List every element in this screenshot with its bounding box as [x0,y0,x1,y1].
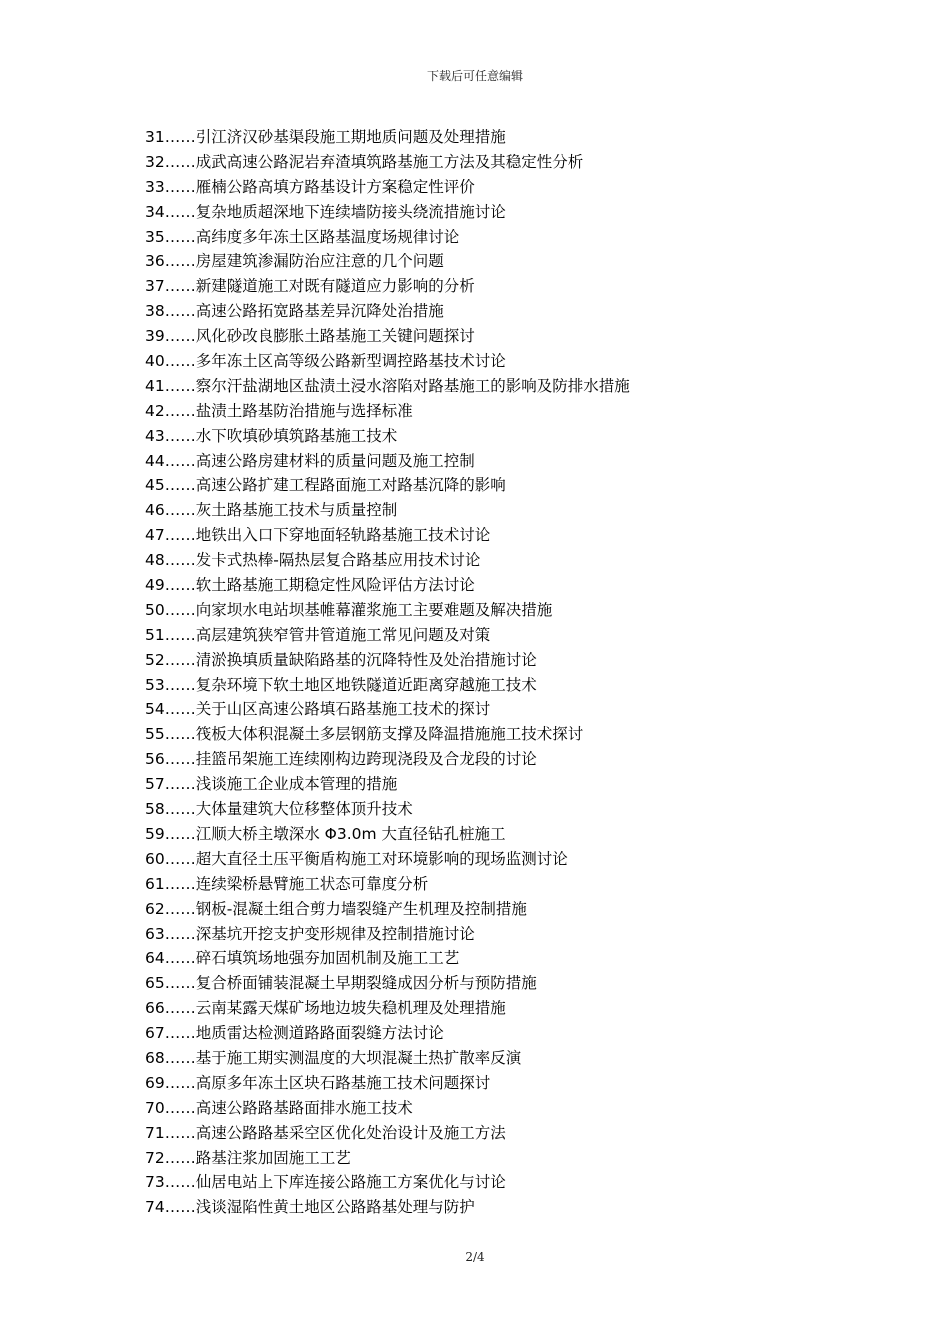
toc-item: 45……高速公路扩建工程路面施工对路基沉降的影响 [145,476,506,495]
toc-item: 43……水下吹填砂填筑路基施工技术 [145,426,398,445]
toc-list [145,125,865,1220]
toc-item: 73……仙居电站上下库连接公路施工方案优化与讨论 [145,1173,506,1192]
toc-item: 62……钢板-混凝土组合剪力墙裂缝产生机理及控制措施 [145,899,527,918]
toc-item: 60……超大直径土压平衡盾构施工对环境影响的现场监测讨论 [145,849,568,868]
toc-item: 31……引江济汉砂基渠段施工期地质问题及处理措施 [145,128,506,146]
toc-item: 59……江顺大桥主墩深水 Φ3.0m 大直径钻孔桩施工 [145,824,506,843]
toc-item: 65……复合桥面铺装混凝土早期裂缝成因分析与预防措施 [145,974,537,993]
toc-item: 67……地质雷达检测道路路面裂缝方法讨论 [145,1024,444,1043]
toc-item: 72……路基注浆加固施工工艺 [145,1148,351,1167]
toc-item: 37……新建隧道施工对既有隧道应力影响的分析 [145,277,475,296]
toc-item: 47……地铁出入口下穿地面轻轨路基施工技术讨论 [145,526,491,545]
toc-item: 58……大体量建筑大位移整体顶升技术 [145,800,413,819]
page-number: 2/4 [465,1250,485,1264]
toc-item: 48……发卡式热棒-隔热层复合路基应用技术讨论 [145,551,481,570]
toc-item: 39……风化砂改良膨胀土路基施工关键问题探讨 [145,327,475,346]
toc-item: 32……成武高速公路泥岩弃渣填筑路基施工方法及其稳定性分析 [145,152,584,171]
toc-item: 46……灰土路基施工技术与质量控制 [145,501,398,520]
toc-item: 66……云南某露天煤矿场地边坡失稳机理及处理措施 [145,999,506,1018]
toc-item: 63……深基坑开挖支护变形规律及控制措施讨论 [145,924,475,943]
toc-item: 34……复杂地质超深地下连续墙防接头绕流措施讨论 [145,202,506,221]
toc-item: 51……高层建筑狭窄管井管道施工常见问题及对策 [145,625,491,644]
toc-item: 42……盐渍土路基防治措施与选择标准 [145,401,413,420]
toc-item: 56……挂篮吊架施工连续刚构边跨现浇段及合龙段的讨论 [145,750,537,769]
toc-item: 61……连续梁桥悬臂施工状态可靠度分析 [145,874,429,893]
toc-item: 53……复杂环境下软土地区地铁隧道近距离穿越施工技术 [145,675,537,694]
toc-item: 68……基于施工期实测温度的大坝混凝土热扩散率反演 [145,1048,522,1067]
toc-item: 71……高速公路路基采空区优化处治设计及施工方法 [145,1123,506,1142]
toc-item: 69……高原多年冻土区块石路基施工技术问题探讨 [145,1073,491,1092]
toc-item: 33……雁楠公路高填方路基设计方案稳定性评价 [145,177,475,196]
toc-item: 36……房屋建筑渗漏防治应注意的几个问题 [145,252,444,271]
toc-item: 70……高速公路路基路面排水施工技术 [145,1098,413,1117]
toc-item: 57……浅谈施工企业成本管理的措施 [145,775,398,794]
toc-item: 55……筏板大体积混凝土多层钢筋支撑及降温措施施工技术探讨 [145,725,584,744]
toc-item: 35……高纬度多年冻土区路基温度场规律讨论 [145,227,460,246]
toc-item: 52……清淤换填质量缺陷路基的沉降特性及处治措施讨论 [145,650,537,669]
toc-item: 38……高速公路拓宽路基差异沉降处治措施 [145,302,444,321]
toc-item: 49……软土路基施工期稳定性风险评估方法讨论 [145,576,475,595]
toc-item: 74……浅谈湿陷性黄土地区公路路基处理与防护 [145,1198,475,1217]
toc-item: 54……关于山区高速公路填石路基施工技术的探讨 [145,700,491,719]
toc-item: 50……向家坝水电站坝基帷幕灌浆施工主要难题及解决措施 [145,600,553,619]
toc-item: 40……多年冻土区高等级公路新型调控路基技术讨论 [145,352,506,371]
header-note: 下载后可任意编辑 [426,69,523,83]
toc-item: 41……察尔汗盐湖地区盐渍土浸水溶陷对路基施工的影响及防排水措施 [145,376,630,395]
toc-item: 64……碎石填筑场地强夯加固机制及施工工艺 [145,949,460,968]
toc-item: 44……高速公路房建材料的质量问题及施工控制 [145,451,475,470]
